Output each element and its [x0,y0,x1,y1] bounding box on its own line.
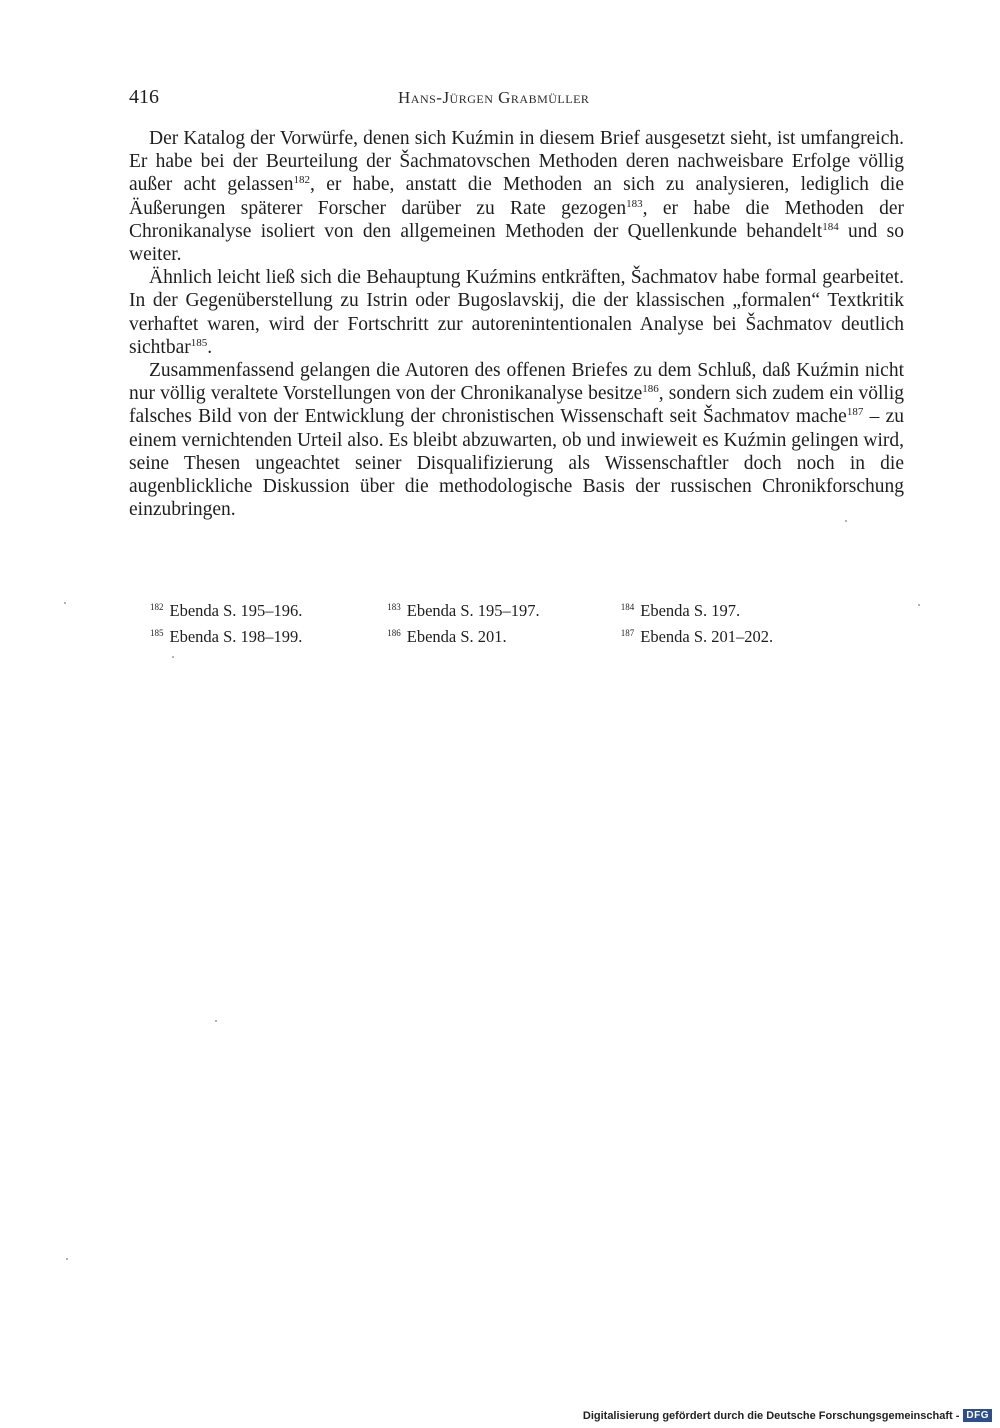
footnote-number: 184 [620,602,635,612]
paragraph-text: und so weiter. [129,220,904,266]
paragraph-text: . [207,336,213,358]
footnote-number: 183 [387,602,401,612]
scan-speck [64,602,66,604]
body-text [129,127,904,521]
footnotes [150,596,850,648]
paragraph-text: Ähnlich leicht ließ sich die Behauptung Kuźmins entkräften, Šachmatov habe formal gearbeitet. In der Gegenüberstellung zu Istrin oder Bugoslavskij, die der klassischen „formalen“ Textkritik verhaftet waren, wird der Fortschritt zur autorenintentionalen Analyse bei Šachmatov deutlich sichtbar [129,267,904,358]
footnote-number: 185 [150,628,164,638]
paragraph-2 [129,266,904,359]
footnote-ref-184[interactable]: 184 [822,220,839,233]
footnote-186 [379,622,615,648]
footnote-number: 186 [387,628,401,638]
scan-speck [215,1020,217,1022]
footnote-row [150,622,850,648]
footnote-ref-186[interactable]: 186 [642,383,659,396]
paragraph-text: , er habe die Methoden der Chronikanalyse isoliert von den allgemeinen Methoden der Quellenkunde behandelt [129,197,904,242]
footnote-ref-182[interactable]: 182 [293,174,310,187]
footnote-text: Ebenda S. 201–202. [640,627,774,646]
paragraph-text: – zu einem vernichtenden Urteil also. Es bleibt abzuwarten, ob und inwieweit es Kuźmin gelingen wird, seine Thesen ungeachtet seiner Disqualifizierung als Wissenschaftler doch noch in die augenblickliche Diskussion über die methodologische Basis der russischen Chronikforschung einzubringen. [129,406,904,521]
footnote-row [150,596,850,622]
digitization-credit [583,1409,992,1422]
paragraph-1 [129,127,904,266]
footnote-number: 182 [150,602,164,612]
footnote-text: Ebenda S. 201. [406,627,507,646]
page-number: 416 [129,86,159,108]
dfg-logo: DFG [963,1409,992,1422]
paragraph-text: Der Katalog der Vorwürfe, denen sich Kuźmin in diesem Brief ausgesetzt sieht, ist umfangreich. Er habe bei der Beurteilung der Šachmatovschen Methoden deren nachweisbare Erfolge völlig außer acht gelassen [129,128,904,196]
scan-speck [66,1258,68,1260]
paragraph-text: , er habe, anstatt die Methoden an sich zu analysieren, lediglich die Äußerungen späterer Forscher darüber zu Rate gezogen [129,174,904,219]
footnote-text: Ebenda S. 198–199. [169,627,303,646]
footnote-ref-187[interactable]: 187 [846,406,864,419]
credit-text: Digitalisierung gefördert durch die Deutsche Forschungsgemeinschaft - [582,1409,960,1422]
scan-speck [845,520,847,522]
running-head: Hans-Jürgen Grabmüller [398,88,590,107]
scan-speck [918,604,920,606]
footnote-text: Ebenda S. 195–196. [169,601,303,620]
footnote-184 [615,596,850,622]
footnote-number: 187 [620,628,635,638]
footnote-182 [150,596,379,622]
footnote-183 [379,596,615,622]
footnote-185 [150,622,379,648]
footnote-ref-185[interactable]: 185 [190,336,208,349]
scan-speck [172,656,174,658]
footnote-187 [615,622,850,648]
footnote-text: Ebenda S. 195–197. [406,601,540,620]
footnote-ref-183[interactable]: 183 [626,197,643,210]
paragraph-3 [129,359,904,521]
paragraph-text: , sondern sich zudem ein völlig falsches Bild von der Entwicklung der chronistischen Wissenschaft seit Šachmatov mache [129,383,905,428]
paragraph-text: Zusammenfassend gelangen die Autoren des offenen Briefes zu dem Schluß, daß Kuźmin nicht nur völlig veraltete Vorstellungen von der Chronikanalyse besitze [129,360,904,405]
footnote-text: Ebenda S. 197. [640,601,741,620]
